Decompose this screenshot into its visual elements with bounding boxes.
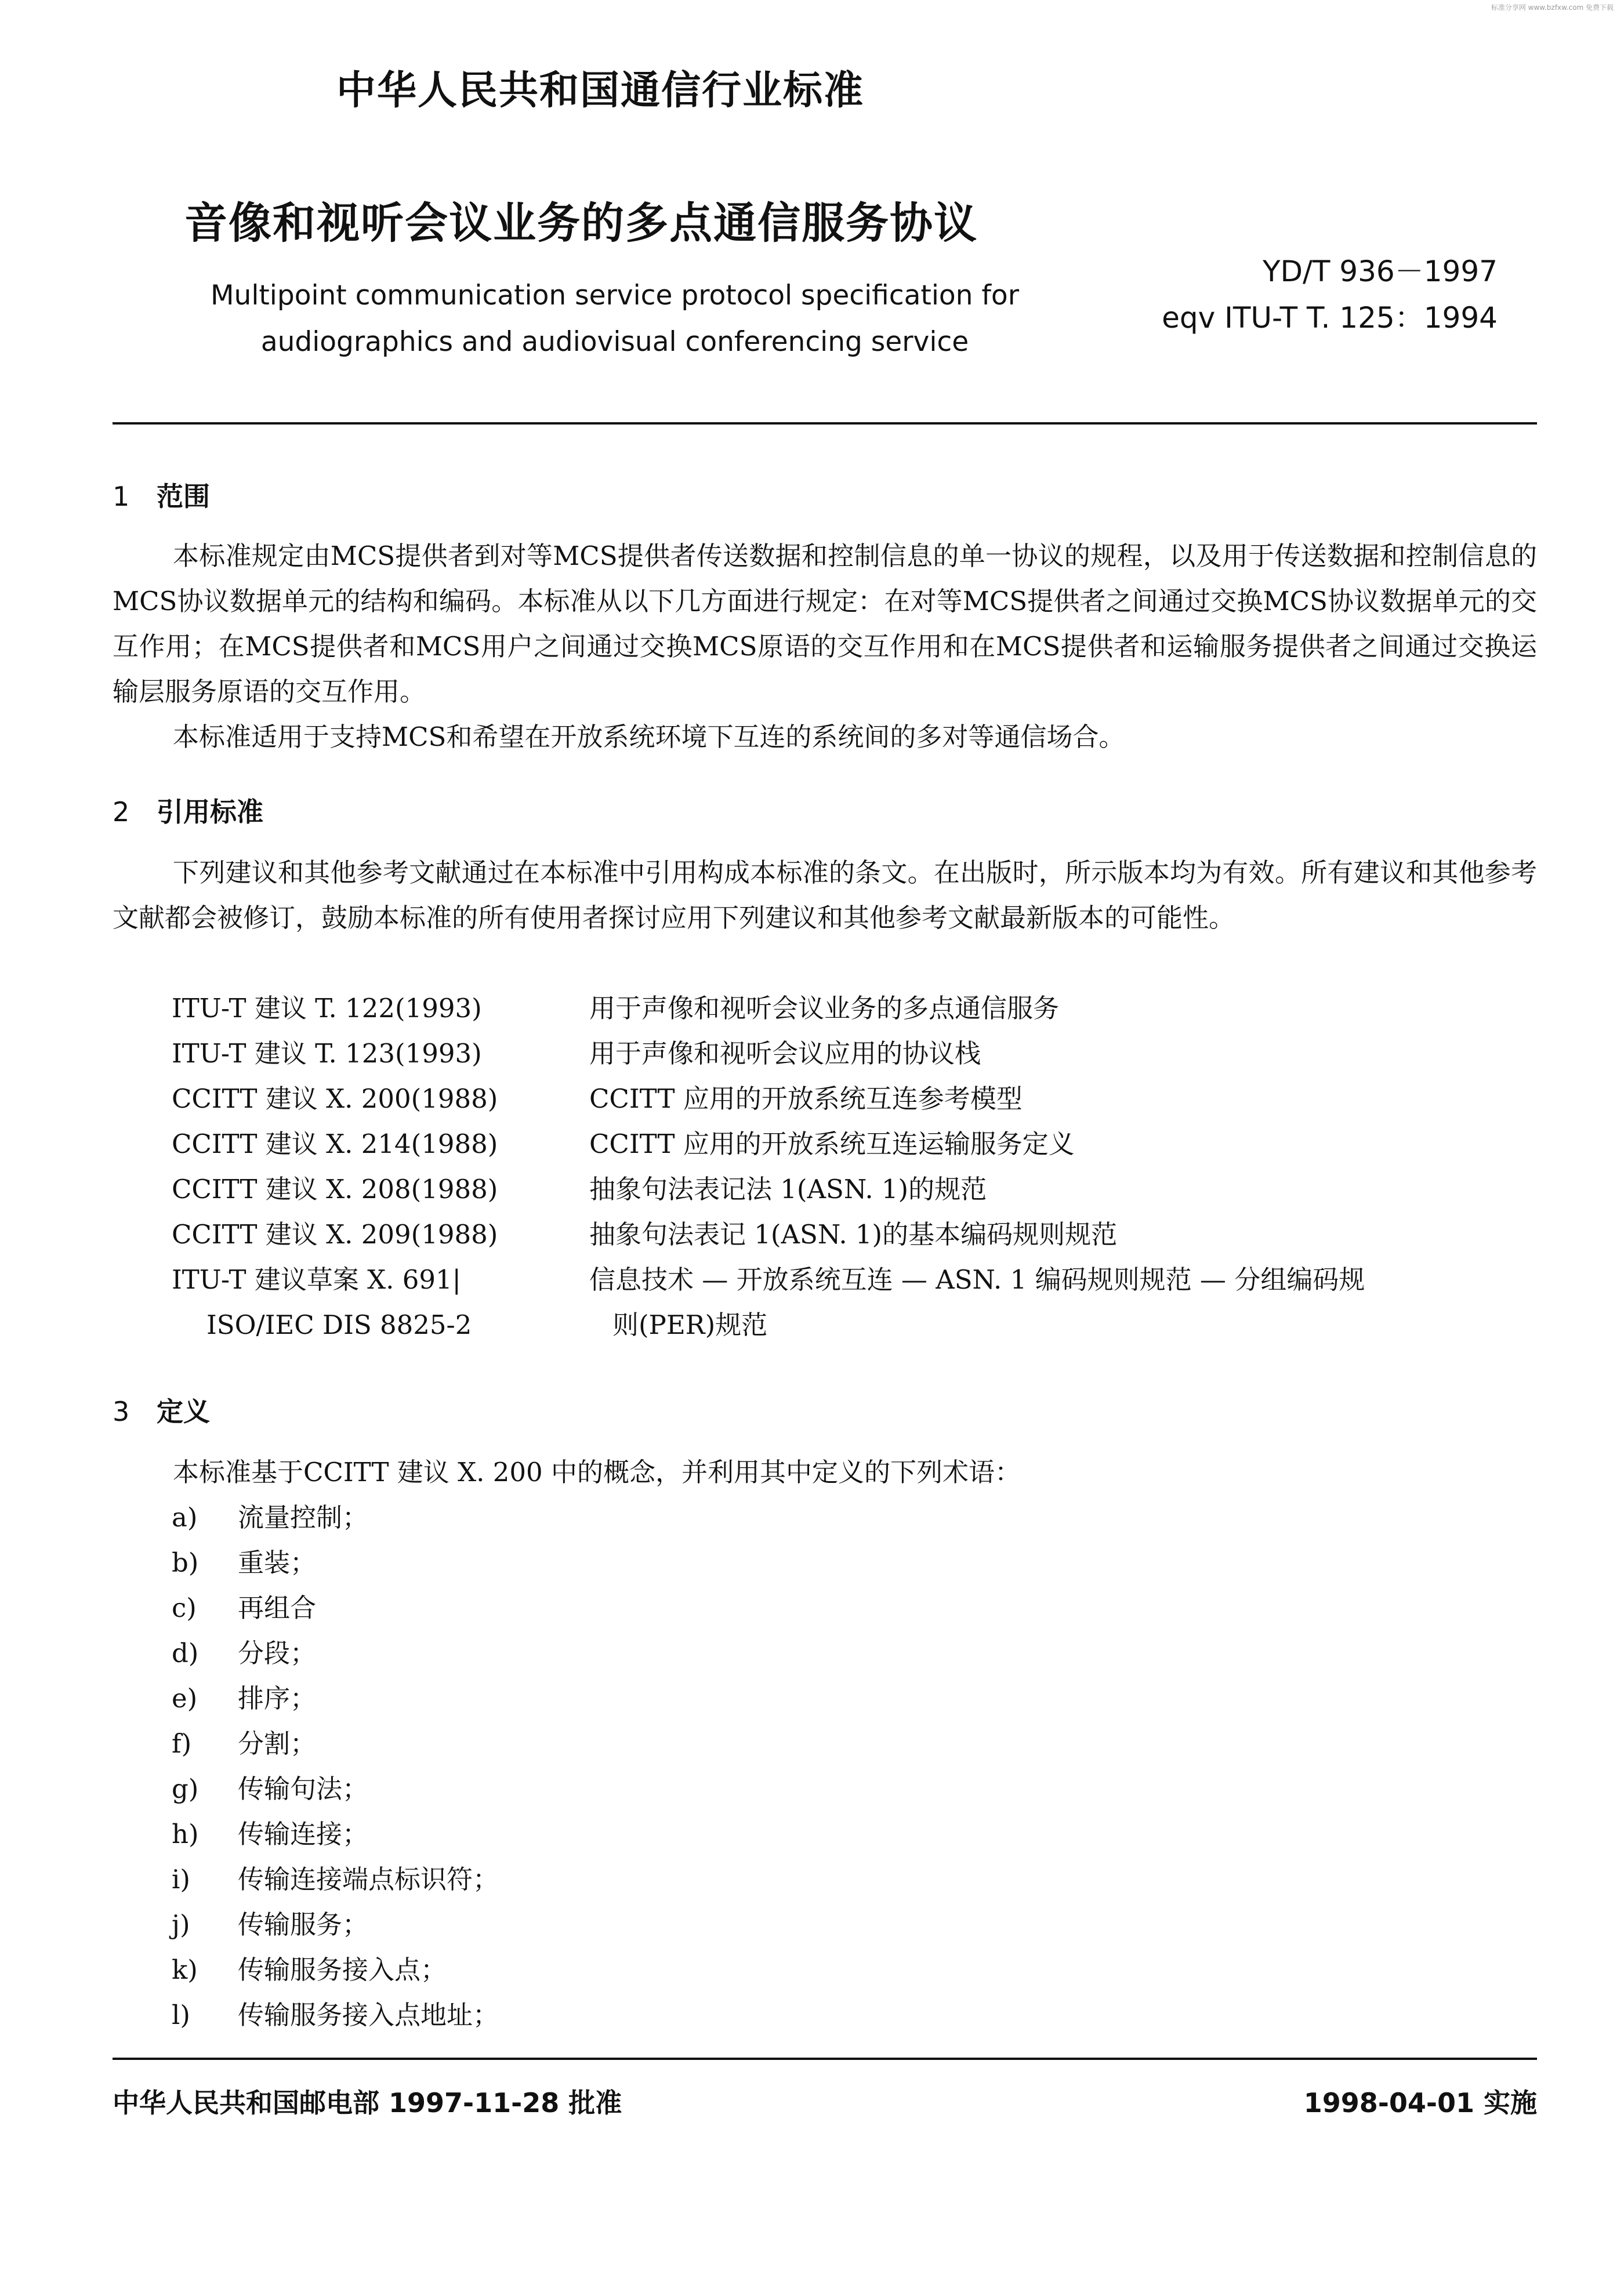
implementation-date: 1998-04-01 实施 [1303, 2087, 1537, 2118]
term-item [172, 1631, 316, 1676]
document-title-en [145, 273, 1085, 365]
section-title: 定义 [157, 1396, 210, 1427]
term-marker: b) [172, 1547, 199, 1578]
section-heading-definitions [113, 1391, 210, 1429]
standard-equivalence: eqv ITU-T T. 125：1994 [1162, 301, 1498, 335]
section-heading-scope [113, 476, 210, 514]
term-text: 传输服务； [238, 1909, 369, 1940]
standard-number-block [1162, 248, 1498, 341]
reference-title: 抽象句法表记 1(ASN. 1)的基本编码规则规范 [589, 1219, 1118, 1250]
term-text: 传输连接； [238, 1819, 369, 1849]
reference-code: CCITT 建议 X. 208(1988) [172, 1174, 498, 1205]
term-text: 排序； [238, 1683, 317, 1714]
term-marker: l) [172, 2000, 190, 2030]
term-text: 分割； [238, 1728, 317, 1759]
term-marker: e) [172, 1683, 198, 1714]
reference-title: 则(PER)规范 [612, 1309, 768, 1340]
term-text: 传输服务接入点； [238, 1954, 447, 1985]
term-marker: g) [172, 1773, 199, 1804]
term-text: 传输服务接入点地址； [238, 2000, 499, 2030]
term-marker: c) [172, 1592, 197, 1623]
term-marker: d) [172, 1638, 199, 1668]
term-item [172, 1812, 368, 1857]
scope-paragraph-2: 本标准适用于支持MCS和希望在开放系统环境下互连的系统间的多对等通信场合。 [173, 721, 1125, 752]
term-text: 流量控制； [238, 1502, 369, 1533]
reference-title: 抽象句法表记法 1(ASN. 1)的规范 [589, 1174, 987, 1205]
reference-title: CCITT 应用的开放系统互连运输服务定义 [589, 1129, 1075, 1159]
term-marker: f) [172, 1728, 192, 1759]
title-en-line-1: Multipoint communication service protocol specification for [210, 280, 1020, 311]
term-marker: a) [172, 1502, 198, 1533]
header-divider [113, 422, 1537, 425]
term-text: 再组合 [238, 1592, 317, 1623]
reference-code: ITU-T 建议草案 X. 691| [172, 1264, 461, 1295]
term-item [172, 1586, 316, 1631]
term-item [172, 1676, 316, 1721]
section-title: 引用标准 [157, 796, 263, 828]
reference-code: CCITT 建议 X. 209(1988) [172, 1219, 498, 1250]
term-item [172, 1495, 368, 1540]
section-number: 1 [113, 481, 130, 512]
term-marker: k) [172, 1954, 198, 1985]
standard-number: YD/T 936－1997 [1262, 255, 1498, 288]
reference-title: 用于声像和视听会议业务的多点通信服务 [589, 993, 1060, 1024]
section-number: 3 [113, 1396, 130, 1427]
term-text: 重装； [238, 1547, 317, 1578]
standard-category: 中华人民共和国通信行业标准 [336, 68, 865, 114]
approval-line: 中华人民共和国邮电部 1997-11-28 批准 [113, 2087, 622, 2118]
reference-title: 信息技术 — 开放系统互连 — ASN. 1 编码规则规范 — 分组编码规 [589, 1264, 1365, 1295]
reference-code: ITU-T 建议 T. 122(1993) [172, 993, 482, 1024]
reference-code: ITU-T 建议 T. 123(1993) [172, 1038, 482, 1069]
reference-code: CCITT 建议 X. 214(1988) [172, 1129, 498, 1159]
term-text: 传输句法； [238, 1773, 369, 1804]
term-item [172, 1721, 316, 1766]
term-text: 分段； [238, 1638, 317, 1668]
term-item [172, 1766, 368, 1812]
reference-code: ISO/IEC DIS 8825-2 [206, 1309, 472, 1340]
footer-divider [113, 2058, 1537, 2060]
section-heading-references [113, 791, 263, 829]
title-en-line-2: audiographics and audiovisual conferencing service [260, 326, 969, 358]
reference-title: CCITT 应用的开放系统互连参考模型 [589, 1083, 1023, 1114]
references-paragraph: 下列建议和其他参考文献通过在本标准中引用构成本标准的条文。在出版时，所示版本均为有效。所有建议和其他参考文献都会被修订，鼓励本标准的所有使用者探讨应用下列建议和其他参考文献最新版本的可能性。 [113, 857, 1537, 933]
scope-paragraph-1: 本标准规定由MCS提供者到对等MCS提供者传送数据和控制信息的单一协议的规程，以及用于传送数据和控制信息的MCS协议数据单元的结构和编码。本标准从以下几方面进行规定：在对等MCS提供者之间通过交换MCS协议数据单元的交互作用；在MCS提供者和MCS用户之间通过交换MCS原语的交互作用和在MCS提供者和运输服务提供者之间通过交换运输层服务原语的交互作用。 [113, 540, 1537, 707]
document-title-zh: 音像和视听会议业务的多点通信服务协议 [184, 198, 978, 248]
term-text: 传输连接端点标识符； [238, 1864, 499, 1895]
section-number: 2 [113, 796, 130, 828]
term-item [172, 1857, 499, 1902]
definitions-intro: 本标准基于CCITT 建议 X. 200 中的概念，并利用其中定义的下列术语： [173, 1457, 1021, 1488]
reference-title: 用于声像和视听会议应用的协议栈 [589, 1038, 981, 1069]
reference-code: CCITT 建议 X. 200(1988) [172, 1083, 498, 1114]
section-title: 范围 [157, 481, 210, 512]
term-item [172, 1947, 447, 1993]
term-item [172, 1902, 368, 1947]
term-item [172, 1540, 316, 1586]
watermark: 标准分享网 www.bzfxw.com 免费下载 [1491, 3, 1614, 12]
term-marker: h) [172, 1819, 199, 1849]
term-marker: j) [172, 1909, 190, 1940]
term-marker: i) [172, 1864, 190, 1895]
term-item [172, 1993, 499, 2038]
